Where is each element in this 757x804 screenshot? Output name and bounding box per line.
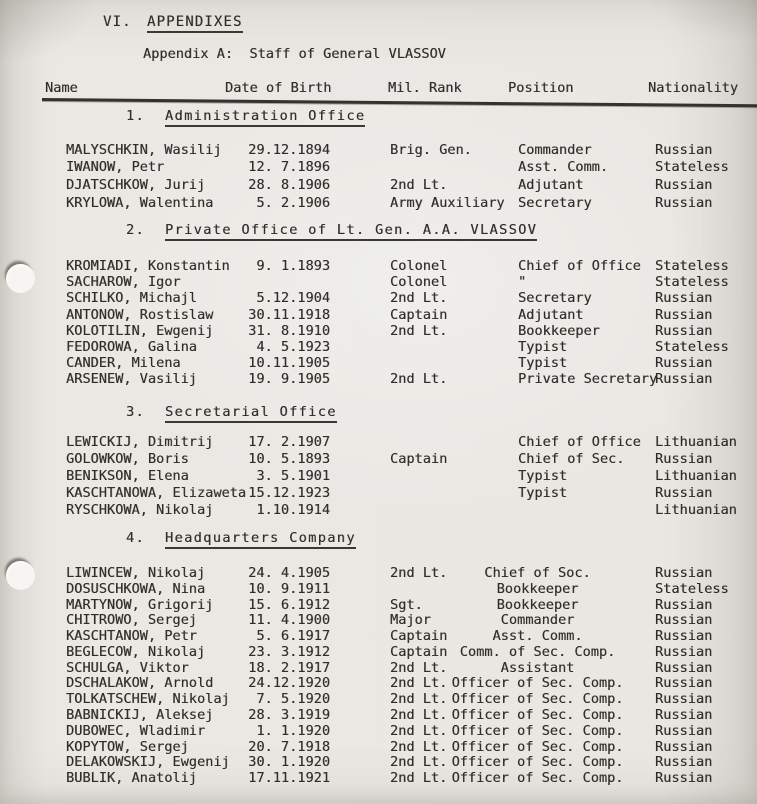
nationality-cell: Russian (655, 754, 713, 771)
position-cell: Officer of Sec. Comp. (451, 738, 624, 755)
mil-rank-cell: 2nd Lt. (390, 290, 448, 307)
table-row (0, 739, 757, 755)
table-row (0, 274, 757, 290)
date-of-birth-cell: 1.10.1914 (248, 502, 330, 519)
nationality-cell: Russian (655, 290, 713, 307)
column-header-date-of-birth: Date of Birth (225, 80, 332, 96)
column-header-position: Position (508, 80, 574, 96)
table-row (0, 676, 757, 692)
date-of-birth-cell: 24.12.1920 (248, 675, 330, 692)
mil-rank-cell: 2nd Lt. (390, 322, 448, 339)
table-row (0, 450, 757, 467)
nationality-cell: Russian (655, 564, 713, 581)
nationality-cell: Russian (655, 675, 713, 692)
table-row (0, 565, 757, 581)
date-of-birth-cell: 15. 6.1912 (248, 596, 330, 613)
table-row (0, 339, 757, 355)
nationality-cell: Russian (655, 596, 713, 613)
table-row (0, 691, 757, 707)
table-row (0, 660, 757, 676)
date-of-birth-cell: 4. 5.1923 (248, 339, 330, 356)
name-cell: DSCHALAKOW, Arnold (66, 675, 214, 692)
date-of-birth-cell: 11. 4.1900 (248, 612, 330, 629)
position-cell: Commander (518, 141, 592, 158)
position-cell: Asst. Comm. (492, 628, 583, 645)
table-row (0, 141, 757, 159)
table-row (0, 612, 757, 628)
name-cell: MARTYNOW, Grigorij (66, 596, 214, 613)
position-cell: Officer of Sec. Comp. (451, 722, 624, 739)
position-cell: Commander (500, 612, 575, 629)
date-of-birth-cell: 10.11.1905 (248, 355, 330, 372)
date-of-birth-cell: 30.11.1918 (248, 306, 330, 323)
date-of-birth-cell: 23. 3.1912 (248, 643, 330, 660)
column-header-nationality: Nationality (648, 80, 739, 96)
name-cell: KASCHTANOWA, Elizaweta (66, 485, 247, 502)
date-of-birth-cell: 1. 1.1920 (248, 722, 330, 739)
table-row (0, 371, 757, 387)
position-cell: Chief of Office (518, 258, 641, 275)
position-cell: Typist (518, 339, 568, 356)
section-number: 2. (126, 222, 146, 238)
date-of-birth-cell: 18. 2.1917 (248, 659, 330, 676)
position-cell: Typist (518, 467, 568, 484)
section-title: Secretarial Office (165, 404, 337, 423)
name-cell: DUBOWEC, Wladimir (66, 722, 206, 739)
date-of-birth-cell: 28. 8.1906 (248, 176, 330, 193)
section-rows-administration-office (0, 141, 757, 211)
nationality-cell: Russian (655, 450, 713, 467)
table-row (0, 323, 757, 339)
mil-rank-cell: Army Auxiliary (390, 194, 505, 211)
table-row (0, 307, 757, 323)
mil-rank-cell: Captain (390, 628, 448, 645)
name-cell: BENIKSON, Elena (66, 467, 189, 484)
mil-rank-cell: Colonel (390, 274, 448, 291)
date-of-birth-cell: 10. 5.1893 (248, 450, 330, 467)
mil-rank-cell: 2nd Lt. (390, 176, 448, 193)
section-rows-secretarial-office (0, 433, 757, 519)
name-cell: KASCHTANOW, Petr (66, 628, 197, 645)
nationality-cell: Russian (655, 612, 713, 629)
section-number: 4. (126, 530, 146, 546)
table-row (0, 176, 757, 194)
nationality-cell: Lithuanian (655, 433, 737, 450)
position-cell: Officer of Sec. Comp. (451, 754, 624, 771)
section-roman-numeral: VI. (103, 14, 132, 30)
nationality-cell: Stateless (655, 339, 729, 356)
name-cell: MALYSCHKIN, Wasilij (66, 141, 222, 158)
nationality-cell: Stateless (655, 159, 729, 176)
position-cell: Asst. Comm. (518, 159, 609, 176)
date-of-birth-cell: 10. 9.1911 (248, 580, 330, 597)
header-underline-rule (42, 98, 757, 107)
date-of-birth-cell: 24. 4.1905 (248, 564, 330, 581)
mil-rank-cell: 2nd Lt. (390, 371, 448, 388)
mil-rank-cell: 2nd Lt. (390, 659, 448, 676)
mil-rank-cell: Sgt. (390, 596, 423, 613)
name-cell: DJATSCHKOW, Jurij (66, 176, 206, 193)
table-row (0, 770, 757, 786)
position-cell: Chief of Sec. (518, 450, 625, 467)
table-row (0, 355, 757, 371)
position-cell: " (518, 274, 527, 291)
column-header-name: Name (45, 80, 78, 96)
table-row (0, 467, 757, 484)
name-cell: SCHILKO, Michajl (66, 290, 197, 307)
name-cell: BEGLECOW, Nikolaj (66, 643, 206, 660)
date-of-birth-cell: 7. 5.1920 (248, 691, 330, 708)
table-row (0, 707, 757, 723)
table-row (0, 597, 757, 613)
name-cell: BUBLIK, Anatolij (66, 770, 197, 787)
position-cell: Adjutant (518, 176, 584, 193)
nationality-cell: Lithuanian (655, 502, 737, 519)
table-row (0, 433, 757, 450)
position-cell: Typist (518, 355, 568, 372)
nationality-cell: Stateless (655, 580, 729, 597)
nationality-cell: Russian (655, 722, 713, 739)
mil-rank-cell: 2nd Lt. (390, 707, 448, 724)
mil-rank-cell: Major (390, 612, 431, 629)
name-cell: LIWINCEW, Nikolaj (66, 564, 206, 581)
date-of-birth-cell: 5. 6.1917 (248, 628, 330, 645)
name-cell: SCHULGA, Viktor (66, 659, 189, 676)
position-cell: Chief of Office (518, 433, 641, 450)
nationality-cell: Russian (655, 643, 713, 660)
position-cell: Secretary (518, 194, 592, 211)
table-row (0, 194, 757, 212)
mil-rank-cell: Captain (390, 450, 448, 467)
nationality-cell: Russian (655, 141, 713, 158)
date-of-birth-cell: 19. 9.1905 (248, 371, 330, 388)
position-cell: Typist (518, 485, 568, 502)
date-of-birth-cell: 17. 2.1907 (248, 433, 330, 450)
section-title: Private Office of Lt. Gen. A.A. VLASSOV (165, 222, 537, 241)
name-cell: FEDOROWA, Galina (66, 339, 197, 356)
table-row (0, 723, 757, 739)
nationality-cell: Russian (655, 691, 713, 708)
nationality-cell: Russian (655, 628, 713, 645)
mil-rank-cell: 2nd Lt. (390, 770, 448, 787)
name-cell: ANTONOW, Rostislaw (66, 306, 214, 323)
name-cell: KOPYTOW, Sergej (66, 738, 189, 755)
mil-rank-cell: 2nd Lt. (390, 564, 448, 581)
nationality-cell: Stateless (655, 274, 729, 291)
date-of-birth-cell: 5.12.1904 (248, 290, 330, 307)
position-cell: Comm. of Sec. Comp. (459, 643, 616, 660)
mil-rank-cell: Colonel (390, 258, 448, 275)
section-number: 1. (126, 108, 146, 124)
name-cell: CANDER, Milena (66, 355, 181, 372)
position-cell: Officer of Sec. Comp. (451, 675, 624, 692)
table-row (0, 502, 757, 519)
name-cell: KOLOTILIN, Ewgenij (66, 322, 214, 339)
date-of-birth-cell: 12. 7.1896 (248, 159, 330, 176)
mil-rank-cell: Captain (390, 643, 448, 660)
position-cell: Bookkeeper (518, 322, 600, 339)
name-cell: RYSCHKOWA, Nikolaj (66, 502, 214, 519)
date-of-birth-cell: 3. 5.1901 (248, 467, 330, 484)
table-row (0, 581, 757, 597)
position-cell: Officer of Sec. Comp. (451, 691, 624, 708)
table-row (0, 258, 757, 274)
nationality-cell: Russian (655, 659, 713, 676)
position-cell: Bookkeeper (496, 596, 579, 613)
nationality-cell: Stateless (655, 258, 729, 275)
table-row (0, 485, 757, 502)
position-cell: Secretary (518, 290, 592, 307)
column-header-mil-rank: Mil. Rank (388, 80, 462, 96)
date-of-birth-cell: 30. 1.1920 (248, 754, 330, 771)
appendix-subtitle: Appendix A: Staff of General VLASSOV (143, 46, 446, 62)
date-of-birth-cell: 29.12.1894 (248, 141, 330, 158)
name-cell: KRYLOWA, Walentina (66, 194, 214, 211)
mil-rank-cell: 2nd Lt. (390, 722, 448, 739)
section-number: 3. (126, 404, 146, 420)
name-cell: DELAKOWSKIJ, Ewgenij (66, 754, 230, 771)
date-of-birth-cell: 5. 2.1906 (248, 194, 330, 211)
section-rows-private-office (0, 258, 757, 388)
nationality-cell: Russian (655, 485, 713, 502)
position-cell: Officer of Sec. Comp. (451, 770, 624, 787)
name-cell: KROMIADI, Konstantin (66, 258, 230, 275)
nationality-cell: Russian (655, 176, 713, 193)
position-cell: Adjutant (518, 306, 584, 323)
nationality-cell: Lithuanian (655, 467, 737, 484)
nationality-cell: Russian (655, 194, 713, 211)
mil-rank-cell: 2nd Lt. (390, 738, 448, 755)
position-cell: Officer of Sec. Comp. (451, 707, 624, 724)
position-cell: Assistant (500, 659, 575, 676)
nationality-cell: Russian (655, 738, 713, 755)
date-of-birth-cell: 28. 3.1919 (248, 707, 330, 724)
section-title: Administration Office (165, 108, 365, 127)
date-of-birth-cell: 20. 7.1918 (248, 738, 330, 755)
mil-rank-cell: Brig. Gen. (390, 141, 472, 158)
name-cell: GOLOWKOW, Boris (66, 450, 189, 467)
table-row (0, 755, 757, 771)
name-cell: LEWICKIJ, Dimitrij (66, 433, 214, 450)
table-row (0, 644, 757, 660)
nationality-cell: Russian (655, 770, 713, 787)
table-row (0, 159, 757, 177)
name-cell: BABNICKIJ, Aleksej (66, 707, 214, 724)
table-row (0, 290, 757, 306)
position-cell: Bookkeeper (496, 580, 579, 597)
section-title: Headquarters Company (165, 530, 356, 549)
date-of-birth-cell: 9. 1.1893 (248, 258, 330, 275)
name-cell: DOSUSCHKOWA, Nina (66, 580, 206, 597)
mil-rank-cell: Captain (390, 306, 448, 323)
mil-rank-cell: 2nd Lt. (390, 691, 448, 708)
date-of-birth-cell: 31. 8.1910 (248, 322, 330, 339)
name-cell: TOLKATSCHEW, Nikolaj (66, 691, 230, 708)
table-row (0, 628, 757, 644)
position-cell: Private Secretary (518, 371, 658, 388)
name-cell: CHITROWO, Sergej (66, 612, 197, 629)
section-rows-headquarters-company (0, 565, 757, 786)
name-cell: SACHAROW, Igor (66, 274, 181, 291)
date-of-birth-cell: 15.12.1923 (248, 485, 330, 502)
date-of-birth-cell: 17.11.1921 (248, 770, 330, 787)
nationality-cell: Russian (655, 707, 713, 724)
nationality-cell: Russian (655, 306, 713, 323)
position-cell: Chief of Soc. (484, 564, 591, 581)
nationality-cell: Russian (655, 355, 713, 372)
mil-rank-cell: 2nd Lt. (390, 675, 448, 692)
mil-rank-cell: 2nd Lt. (390, 754, 448, 771)
nationality-cell: Russian (655, 371, 713, 388)
name-cell: IWANOW, Petr (66, 159, 165, 176)
name-cell: ARSENEW, Vasilij (66, 371, 197, 388)
nationality-cell: Russian (655, 322, 713, 339)
page-title: APPENDIXES (147, 14, 243, 33)
